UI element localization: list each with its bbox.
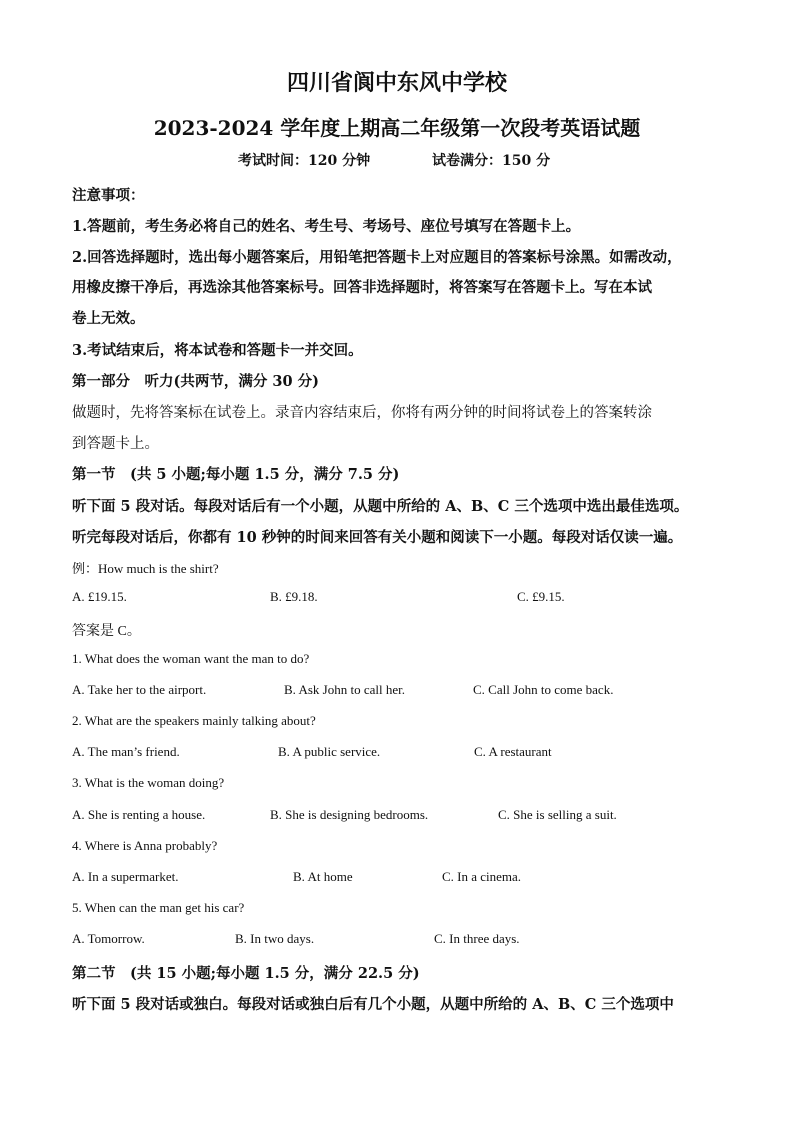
exam-time: 考试时间：120 分钟 <box>238 153 371 169</box>
exam-title: 2023-2024 学年度上期高二年级第一次段考英语试题 <box>153 116 641 140</box>
question-3-option-a: A. She is renting a house. <box>72 807 206 822</box>
example-option-b: B. £9.18. <box>270 589 318 604</box>
example-answer: 答案是 C。 <box>72 624 141 639</box>
note-item-2-line-2: 用橡皮擦干净后，再选涂其他答案标号。回答非选择题时，将答案写在答题卡上。写在本试 <box>72 279 652 296</box>
section1-intro-line-1: 听下面 5 段对话。每段对话后有一个小题，从题中所给的 A、B、C 三个选项中选出最佳选项。 <box>72 498 689 515</box>
note-item-2-line-1: 2.回答选择题时，选出每小题答案后，用铅笔把答题卡上对应题目的答案标号涂黑。如需改动， <box>72 249 682 266</box>
question-1-option-a: A. Take her to the airport. <box>72 682 207 697</box>
question-2: 2. What are the speakers mainly talking about? <box>72 713 316 728</box>
note-item-1: 1.答题前，考生务必将自己的姓名、考生号、考场号、座位号填写在答题卡上。 <box>72 218 581 235</box>
question-4: 4. Where is Anna probably? <box>72 838 218 853</box>
part1-heading: 第一部分 听力(共两节，满分 30 分) <box>72 373 319 390</box>
notes-heading: 注意事项： <box>72 187 145 204</box>
example-option-c: C. £9.15. <box>517 589 565 604</box>
section1-intro-line-2: 听完每段对话后，你都有 10 秒钟的时间来回答有关小题和阅读下一小题。每段对话仅读一遍。 <box>72 529 683 546</box>
section2-heading: 第二节 (共 15 小题;每小题 1.5 分，满分 22.5 分) <box>72 965 420 982</box>
question-5-option-a: A. Tomorrow. <box>72 931 145 946</box>
question-4-option-b: B. At home <box>293 869 353 884</box>
part1-intro-line-2: 到答题卡上。 <box>72 436 159 452</box>
question-2-option-c: C. A restaurant <box>474 744 552 759</box>
example-option-a: A. £19.15. <box>72 589 127 604</box>
question-2-option-b: B. A public service. <box>278 744 381 759</box>
exam-score: 试卷满分：150 分 <box>432 153 551 169</box>
question-4-option-c: C. In a cinema. <box>442 869 522 884</box>
section1-heading: 第一节 (共 5 小题;每小题 1.5 分，满分 7.5 分) <box>72 466 400 483</box>
question-2-option-a: A. The man’s friend. <box>72 744 180 759</box>
question-5: 5. When can the man get his car? <box>72 900 245 915</box>
question-1-option-b: B. Ask John to call her. <box>284 682 405 697</box>
note-item-3: 3.考试结束后，将本试卷和答题卡一并交回。 <box>72 342 363 359</box>
question-5-option-b: B. In two days. <box>235 931 315 946</box>
question-3: 3. What is the woman doing? <box>72 775 225 790</box>
part1-intro-line-1: 做题时，先将答案标在试卷上。录音内容结束后，你将有两分钟的时间将试卷上的答案转涂 <box>72 405 652 421</box>
question-1: 1. What does the woman want the man to do? <box>72 651 310 666</box>
school-name: 四川省阆中东风中学校 <box>286 70 507 96</box>
question-5-option-c: C. In three days. <box>434 931 520 946</box>
question-1-option-c: C. Call John to come back. <box>473 682 614 697</box>
question-4-option-a: A. In a supermarket. <box>72 869 179 884</box>
question-3-option-c: C. She is selling a suit. <box>498 807 617 822</box>
section2-intro-line-1: 听下面 5 段对话或独白。每段对话或独白后有几个小题，从题中所给的 A、B、C 三个选项中 <box>72 996 674 1013</box>
question-3-option-b: B. She is designing bedrooms. <box>270 807 429 822</box>
note-item-2-line-3: 卷上无效。 <box>72 310 145 327</box>
example-question: 例：How much is the shirt? <box>72 561 219 576</box>
